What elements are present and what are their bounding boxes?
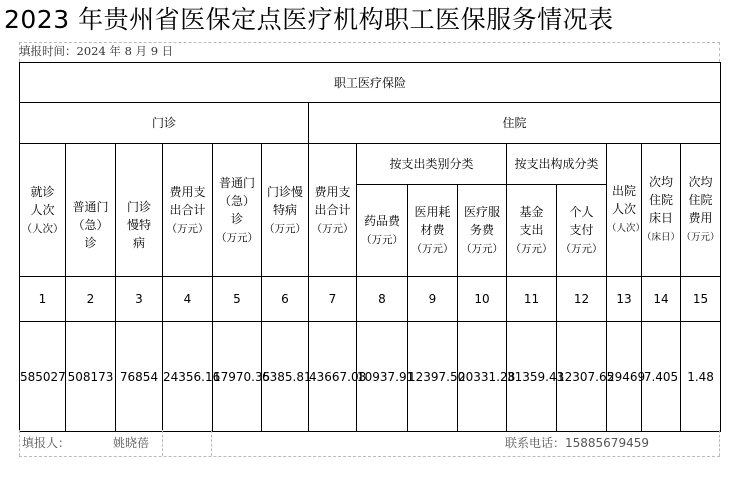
col-label: 医用耗材费 bbox=[414, 205, 451, 237]
value-cell: 20331.28 bbox=[458, 322, 507, 432]
col-label: 个人支付 bbox=[569, 205, 594, 237]
col-header-7 bbox=[309, 144, 357, 277]
value-cell: 1.48 bbox=[681, 322, 721, 432]
col-header-3 bbox=[116, 144, 163, 277]
col-unit: （人次） bbox=[21, 222, 64, 235]
header-outpatient: 门诊 bbox=[20, 103, 309, 144]
col-label: 出院人次 bbox=[611, 184, 636, 216]
col-label: 费用支出合计 bbox=[314, 184, 351, 217]
col-header-1 bbox=[20, 144, 66, 277]
index-cell: 9 bbox=[408, 277, 458, 322]
filler-name: 姚晓蓓 bbox=[113, 436, 150, 450]
col-header-13 bbox=[607, 144, 646, 277]
value-cell: 508173 bbox=[66, 322, 116, 432]
value-cell: 6385.81 bbox=[262, 322, 309, 432]
col-unit: （万元） bbox=[681, 232, 720, 243]
fill-date: 填报时间：2024 年 8 月 9 日 bbox=[19, 44, 174, 58]
col-unit: （万元） bbox=[311, 222, 354, 235]
value-cell: 7.405 bbox=[642, 322, 681, 432]
col-unit: （万元） bbox=[361, 234, 403, 246]
value-cell: 585027 bbox=[20, 322, 66, 432]
header-inpatient: 住院 bbox=[309, 103, 721, 144]
col-unit: （万元） bbox=[411, 243, 454, 255]
index-cell: 13 bbox=[607, 277, 642, 322]
index-cell: 7 bbox=[309, 277, 357, 322]
footer bbox=[19, 430, 720, 456]
index-cell: 12 bbox=[557, 277, 607, 322]
col-unit: （万元） bbox=[461, 243, 503, 255]
col-unit: （人次） bbox=[607, 223, 646, 234]
divider bbox=[719, 42, 720, 62]
value-cell: 31359.43 bbox=[507, 322, 557, 432]
col-unit: （万元） bbox=[510, 243, 553, 255]
value-cell: 12397.50 bbox=[408, 322, 458, 432]
divider bbox=[211, 430, 212, 456]
value-cell: 12307.65 bbox=[557, 322, 607, 432]
index-cell: 3 bbox=[116, 277, 163, 322]
col-unit: （万元） bbox=[264, 222, 306, 235]
report-table bbox=[19, 62, 721, 432]
divider bbox=[19, 430, 20, 456]
col-header-10 bbox=[458, 185, 507, 277]
index-cell: 14 bbox=[642, 277, 681, 322]
col-unit: （万元） bbox=[166, 222, 209, 235]
value-cell: 17970.35 bbox=[213, 322, 262, 432]
value-cell: 76854 bbox=[116, 322, 163, 432]
col-label: 普通门（急）诊 bbox=[218, 175, 255, 226]
col-label: 费用支出合计 bbox=[169, 184, 206, 217]
index-cell: 8 bbox=[357, 277, 408, 322]
col-header-9 bbox=[408, 185, 458, 277]
col-label: 门诊慢特病 bbox=[126, 200, 151, 250]
index-cell: 5 bbox=[213, 277, 262, 322]
col-label: 门诊慢特病 bbox=[266, 184, 303, 217]
header-by-composition: 按支出构成分类 bbox=[507, 144, 607, 185]
index-cell: 1 bbox=[20, 277, 66, 322]
col-unit: （万元） bbox=[216, 231, 258, 244]
filler-label: 填报人： bbox=[22, 436, 71, 450]
contact-phone: 联系电话：15885679459 bbox=[505, 436, 649, 450]
divider bbox=[162, 430, 163, 456]
divider bbox=[719, 430, 720, 456]
col-header-15 bbox=[681, 144, 721, 277]
col-header-5 bbox=[213, 144, 262, 277]
header-main: 职工医疗保险 bbox=[20, 63, 721, 103]
col-header-11 bbox=[507, 185, 557, 277]
col-header-12 bbox=[557, 185, 607, 277]
col-header-4 bbox=[163, 144, 213, 277]
value-cell: 10937.91 bbox=[357, 322, 408, 432]
col-label: 次均住院床日 bbox=[648, 175, 673, 225]
value-cell: 29469 bbox=[607, 322, 642, 432]
index-cell: 11 bbox=[507, 277, 557, 322]
col-header-2 bbox=[66, 144, 116, 277]
col-header-8 bbox=[357, 185, 408, 277]
col-unit: （床日） bbox=[642, 232, 681, 243]
index-cell: 6 bbox=[262, 277, 309, 322]
value-cell: 24356.16 bbox=[163, 322, 213, 432]
header-by-category: 按支出类别分类 bbox=[357, 144, 507, 185]
col-label: 基金支出 bbox=[519, 205, 544, 237]
index-cell: 10 bbox=[458, 277, 507, 322]
col-label: 就诊人次 bbox=[30, 184, 55, 217]
col-label: 普通门（急）诊 bbox=[72, 200, 109, 250]
divider bbox=[19, 456, 720, 457]
col-header-6 bbox=[262, 144, 309, 277]
index-cell: 15 bbox=[681, 277, 721, 322]
value-cell: 43667.08 bbox=[309, 322, 357, 432]
col-label: 药品费 bbox=[363, 214, 400, 228]
col-label: 医疗服务费 bbox=[464, 205, 501, 237]
index-cell: 2 bbox=[66, 277, 116, 322]
col-header-14 bbox=[642, 144, 681, 277]
col-label: 次均住院费用 bbox=[688, 175, 713, 225]
index-cell: 4 bbox=[163, 277, 213, 322]
col-unit: （万元） bbox=[560, 243, 603, 255]
page-title: 2023 年贵州省医保定点医疗机构职工医保服务情况表 bbox=[4, 5, 614, 34]
